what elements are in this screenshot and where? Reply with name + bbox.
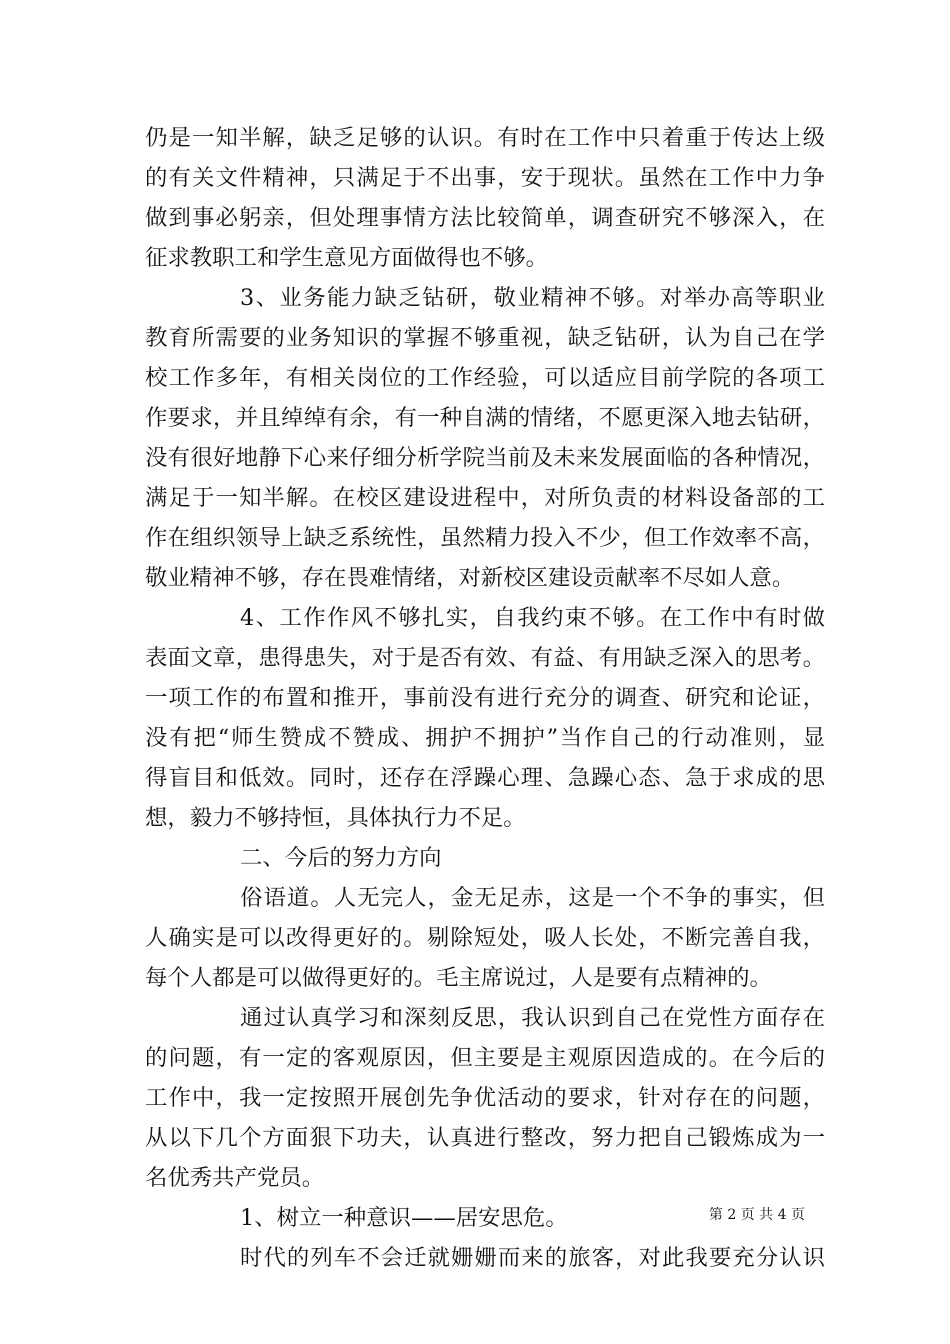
text-line: 的有关文件精神，只满足于不出事，安于现状。虽然在工作中力争 bbox=[145, 165, 825, 191]
text-line: 4、工作作风不够扎实，自我约束不够。在工作中有时做 bbox=[240, 605, 825, 631]
text-line: 敬业精神不够，存在畏难情绪，对新校区建设贡献率不尽如人意。 bbox=[145, 565, 795, 591]
text-line: 名优秀共产党员。 bbox=[145, 1165, 325, 1191]
text-line: 得盲目和低效。同时，还存在浮躁心理、急躁心态、急于求成的思 bbox=[145, 765, 825, 791]
text-line: 仍是一知半解，缺乏足够的认识。有时在工作中只着重于传达上级 bbox=[145, 125, 825, 151]
text-line: 满足于一知半解。在校区建设进程中，对所负责的材料设备部的工 bbox=[145, 485, 825, 511]
text-line: 的问题，有一定的客观原因，但主要是主观原因造成的。在今后的 bbox=[145, 1045, 825, 1071]
text-line: 征求教职工和学生意见方面做得也不够。 bbox=[145, 245, 549, 271]
text-line: 想，毅力不够持恒，具体执行力不足。 bbox=[145, 805, 526, 831]
subsection-heading: 1、树立一种意识——居安思危。 bbox=[240, 1205, 568, 1231]
text-line: 没有把“师生赞成不赞成、拥护不拥护”当作自己的行动准则，显 bbox=[145, 725, 825, 751]
text-line: 时代的列车不会迁就姗姗而来的旅客，对此我要充分认识 bbox=[240, 1245, 825, 1271]
text-line: 教育所需要的业务知识的掌握不够重视，缺乏钻研，认为自己在学 bbox=[145, 325, 825, 351]
text-line: 作要求，并且绰绰有余，有一种自满的情绪，不愿更深入地去钻研， bbox=[145, 405, 825, 431]
text-line: 从以下几个方面狠下功夫，认真进行整改，努力把自己锻炼成为一 bbox=[145, 1125, 825, 1151]
text-line: 人确实是可以改得更好的。剔除短处，吸人长处，不断完善自我， bbox=[145, 925, 825, 951]
document-body bbox=[145, 118, 825, 1278]
text-line: 3、业务能力缺乏钻研，敬业精神不够。对举办高等职业 bbox=[240, 285, 825, 311]
section-heading: 二、今后的努力方向 bbox=[240, 845, 442, 871]
text-line: 做到事必躬亲，但处理事情方法比较简单，调查研究不够深入，在 bbox=[145, 205, 825, 231]
text-line: 表面文章，患得患失，对于是否有效、有益、有用缺乏深入的思考。 bbox=[145, 645, 825, 671]
text-line: 俗语道。人无完人，金无足赤，这是一个不争的事实，但 bbox=[240, 885, 825, 911]
text-line: 没有很好地静下心来仔细分析学院当前及未来发展面临的各种情况， bbox=[145, 445, 825, 471]
text-line: 通过认真学习和深刻反思，我认识到自己在党性方面存在 bbox=[240, 1005, 825, 1031]
page-number-footer: 第 2 页 共 4 页 bbox=[708, 1207, 805, 1223]
text-line: 每个人都是可以做得更好的。毛主席说过，人是要有点精神的。 bbox=[145, 965, 772, 991]
text-line: 校工作多年，有相关岗位的工作经验，可以适应目前学院的各项工 bbox=[145, 365, 825, 391]
text-line: 作在组织领导上缺乏系统性，虽然精力投入不少，但工作效率不高， bbox=[145, 525, 825, 551]
text-line: 工作中，我一定按照开展创先争优活动的要求，针对存在的问题， bbox=[145, 1085, 825, 1111]
text-line: 一项工作的布置和推开，事前没有进行充分的调查、研究和论证， bbox=[145, 685, 825, 711]
